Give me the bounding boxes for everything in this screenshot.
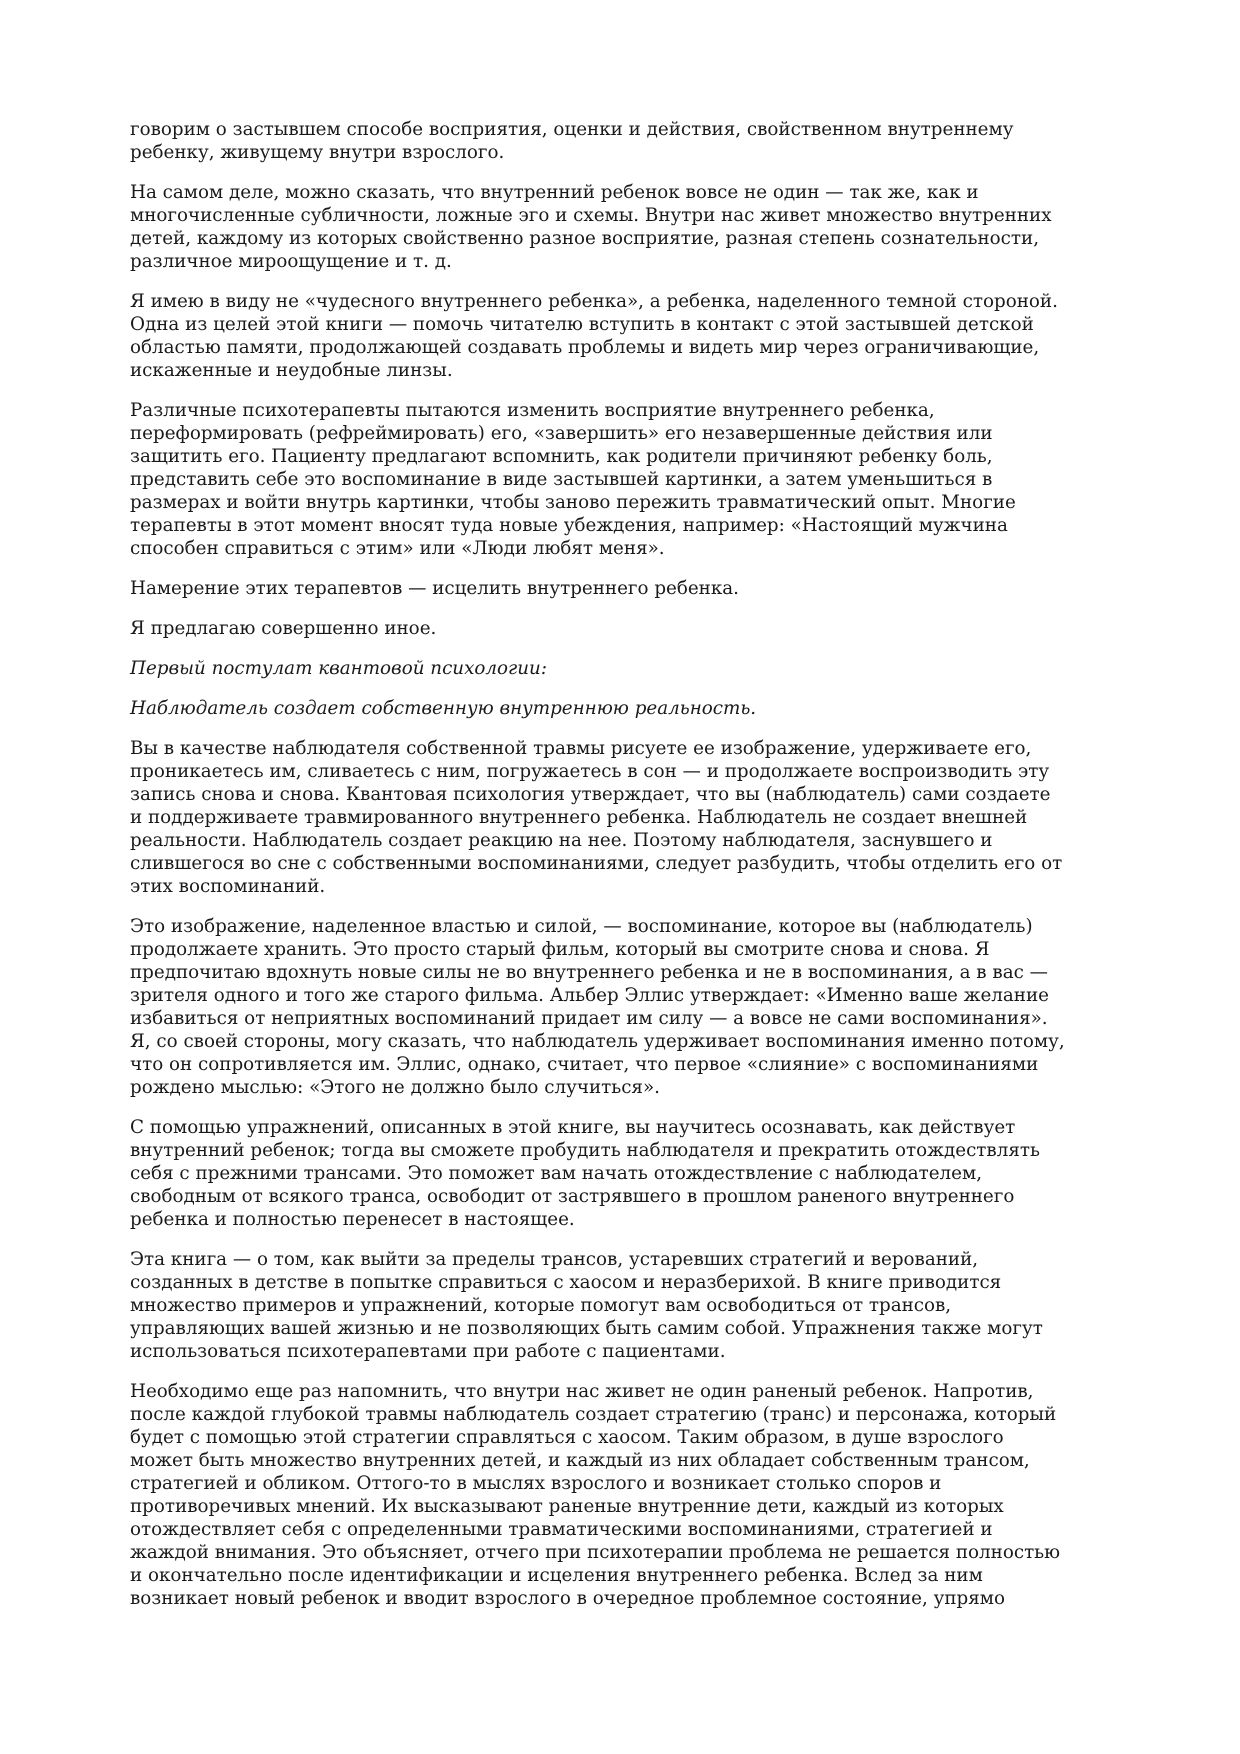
paragraph: Я предлагаю совершенно иное.	[130, 618, 437, 639]
paragraph: Намерение этих терапевтов — исцелить внутреннего ребенка.	[130, 578, 739, 599]
paragraph: Вы в качестве наблюдателя собственной травмы рисуете ее изображение, удерживаете его, проникаетесь им, сливаетесь с ним, погружаетесь в сон — и продолжаете воспроизводить эту запись снова и снова. Квантовая психология утверждает, что вы (наблюдатель) сами создаете и поддерживаете травмированного внутреннего ребенка. Наблюдатель не создает внешней реальности. Наблюдатель создает реакцию на нее. Поэтому наблюдателя, заснувшего и слившегося во сне с собственными воспоминаниями, следует разбудить, чтобы отделить его от этих воспоминаний.	[130, 738, 1063, 897]
postulate-heading: Первый постулат квантовой психологии:	[130, 658, 547, 679]
paragraph: Это изображение, наделенное властью и силой, — воспоминание, которое вы (наблюдатель) продолжаете хранить. Это просто старый фильм, который вы смотрите снова и снова. Я предпочитаю вдохнуть новые силы не во внутреннего ребенка и не в воспоминания, а в вас — зрителя одного и того же старого фильма. Альбер Эллис утверждает: «Именно ваше желание избавиться от неприятных воспоминаний придает им силу — а вовсе не сами воспоминания». Я, со своей стороны, могу сказать, что наблюдатель удерживает воспоминания именно потому, что он сопротивляется им. Эллис, однако, считает, что первое «слияние» с воспоминаниями рождено мыслью: «Этого не должно было случиться».	[130, 916, 1065, 1098]
paragraph: Необходимо еще раз напомнить, что внутри нас живет не один раненый ребенок. Напротив, после каждой глубокой травмы наблюдатель создает стратегию (транс) и персонажа, который будет с помощью этой стратегии справляться с хаосом. Таким образом, в душе взрослого может быть множество внутренних детей, и каждый из них обладает собственным трансом, стратегией и обликом. Оттого-то в мыслях взрослого и возникает столько споров и противоречивых мнений. Их высказывают раненые внутренние дети, каждый из которых отождествляет себя с определенными травматическими воспоминаниями, стратегией и жаждой внимания. Это объясняет, отчего при психотерапии проблема не решается полностью и окончательно после идентификации и исцеления внутреннего ребенка. Вслед за ним возникает новый ребенок и вводит взрослого в очередное проблемное состояние, упрямо	[130, 1381, 1061, 1609]
paragraph: На самом деле, можно сказать, что внутренний ребенок вовсе не один — так же, как и многочисленные субличности, ложные эго и схемы. Внутри нас живет множество внутренних детей, каждому из которых свойственно разное восприятие, разная степень сознательности, различное мироощущение и т. д.	[130, 182, 1052, 272]
postulate-statement: Наблюдатель создает собственную внутреннюю реальность.	[130, 698, 757, 719]
paragraph: С помощью упражнений, описанных в этой книге, вы научитесь осознавать, как действует внутренний ребенок; тогда вы сможете пробудить наблюдателя и прекратить отождествлять себя с прежними трансами. Это поможет вам начать отождествление с наблюдателем, свободным от всякого транса, освободит от застрявшего в прошлом раненого внутреннего ребенка и полностью перенесет в настоящее.	[130, 1117, 1040, 1230]
paragraph: говорим о застывшем способе восприятия, оценки и действия, свойственном внутреннему ребенку, живущему внутри взрослого.	[130, 119, 1014, 163]
paragraph: Различные психотерапевты пытаются изменить восприятие внутреннего ребенка, переформировать (рефреймировать) его, «завершить» его незавершенные действия или защитить его. Пациенту предлагают вспомнить, как родители причиняют ребенку боль, представить себе это воспоминание в виде застывшей картинки, а затем уменьшиться в размерах и войти внутрь картинки, чтобы заново пережить травматический опыт. Многие терапевты в этот момент вносят туда новые убеждения, например: «Настоящий мужчина способен справиться с этим» или «Люди любят меня».	[130, 400, 1016, 559]
document-page	[130, 118, 1120, 1627]
paragraph: Эта книга — о том, как выйти за пределы трансов, устаревших стратегий и верований, созданных в детстве в попытке справиться с хаосом и неразберихой. В книге приводится множество примеров и упражнений, которые помогут вам освободиться от трансов, управляющих вашей жизнью и не позволяющих быть самим собой. Упражнения также могут использоваться психотерапевтами при работе с пациентами.	[130, 1249, 1043, 1362]
paragraph: Я имею в виду не «чудесного внутреннего ребенка», а ребенка, наделенного темной стороной. Одна из целей этой книги — помочь читателю вступить в контакт с этой застывшей детской областью памяти, продолжающей создавать проблемы и видеть мир через ограничивающие, искаженные и неудобные линзы.	[130, 291, 1058, 381]
